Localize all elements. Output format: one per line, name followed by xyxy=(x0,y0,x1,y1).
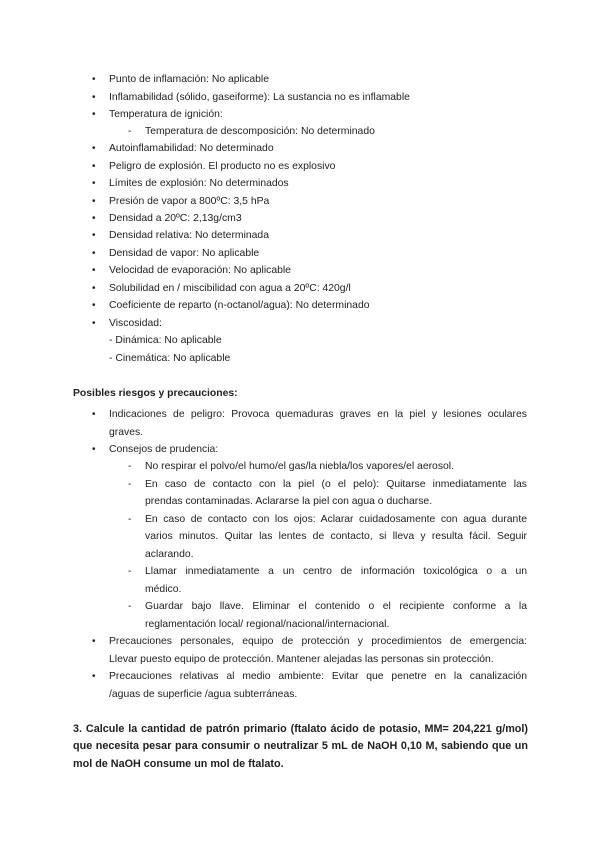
viscosity-kinematic: - Cinemática: No aplicable xyxy=(109,353,231,364)
question-line: mol de NaOH consume un mol de ftalato. xyxy=(73,758,284,770)
prudence-text-line: varios minutos. Quitar las lentes de contacto, si lleva y resulta fácil. Seguir xyxy=(145,531,527,542)
property-text: Peligro de explosión. El producto no es explosivo xyxy=(109,161,336,172)
prudence-text-line: médico. xyxy=(145,584,182,595)
precaution-text-line: Precauciones personales, equipo de protección y procedimientos de emergencia: xyxy=(109,636,527,647)
dash: - xyxy=(128,461,132,472)
property-text: Densidad a 20ºC: 2,13g/cm3 xyxy=(109,213,242,224)
section-heading: Posibles riesgos y precauciones: xyxy=(73,388,238,399)
prudence-text-line: En caso de contacto con la piel (o el pelo): Quitarse inmediatamente las xyxy=(145,479,527,490)
prudence-text-line: aclarando. xyxy=(145,549,194,560)
dash: - xyxy=(128,601,132,612)
property-text: Presión de vapor a 800ºC: 3,5 hPa xyxy=(109,196,270,207)
dash: - xyxy=(128,479,132,490)
hazard-text-line: graves. xyxy=(109,427,144,438)
property-text: Velocidad de evaporación: No aplicable xyxy=(109,265,291,276)
environment-text-line: Precauciones relativas al medio ambiente: Evitar que penetre en la canalización xyxy=(109,671,527,682)
prudence-text-line: reglamentación local/ regional/nacional/internacional. xyxy=(145,619,390,630)
dash: - xyxy=(128,566,132,577)
property-text: Límites de explosión: No determinados xyxy=(109,178,289,189)
dash: - xyxy=(128,514,132,525)
environment-text-line: /aguas de superficie /agua subterráneas. xyxy=(109,689,298,700)
property-text: Temperatura de ignición: xyxy=(109,109,223,120)
dash: - xyxy=(128,126,132,137)
property-text: Solubilidad en / miscibilidad con agua a 20ºC: 420g/l xyxy=(109,283,351,294)
question-line: que necesita pesar para consumir o neutralizar 5 mL de NaOH 0,10 M, sabiendo que un xyxy=(73,740,528,752)
property-text: Inflamabilidad (sólido, gaseiforme): La sustancia no es inflamable xyxy=(109,92,410,103)
viscosity-dynamic: - Dinámica: No aplicable xyxy=(109,335,222,346)
prudence-text-line: Guardar bajo llave. Eliminar el contenido o el recipiente conforme a la xyxy=(145,601,527,612)
property-text: Densidad de vapor: No aplicable xyxy=(109,248,260,259)
property-text: Temperatura de descomposición: No determinado xyxy=(145,126,375,137)
prudence-text-line: En caso de contacto con los ojos: Aclarar cuidadosamente con agua durante xyxy=(145,514,527,525)
prudence-text: No respirar el polvo/el humo/el gas/la niebla/los vapores/el aerosol. xyxy=(145,461,454,472)
prudence-text-line: Llamar inmediatamente a un centro de información toxicológica o a un xyxy=(145,566,527,577)
hazard-text-line: Indicaciones de peligro: Provoca quemaduras graves en la piel y lesiones oculares xyxy=(109,409,527,420)
property-text: Coeficiente de reparto (n-octanol/agua): No determinado xyxy=(109,300,370,311)
property-text: Autoinflamabilidad: No determinado xyxy=(109,143,274,154)
precaution-text-line: Llevar puesto equipo de protección. Mantener alejadas las personas sin protección. xyxy=(109,654,494,665)
question-line: 3. Calcule la cantidad de patrón primario (ftalato ácido de potasio, MM= 204,221 g/mol) xyxy=(73,723,528,735)
property-text: Punto de inflamación: No aplicable xyxy=(109,74,269,85)
prudence-heading: Consejos de prudencia: xyxy=(109,444,219,455)
property-text: Densidad relativa: No determinada xyxy=(109,230,269,241)
prudence-text-line: prendas contaminadas. Aclararse la piel con agua o ducharse. xyxy=(145,496,433,507)
property-text: Viscosidad: xyxy=(109,318,162,329)
